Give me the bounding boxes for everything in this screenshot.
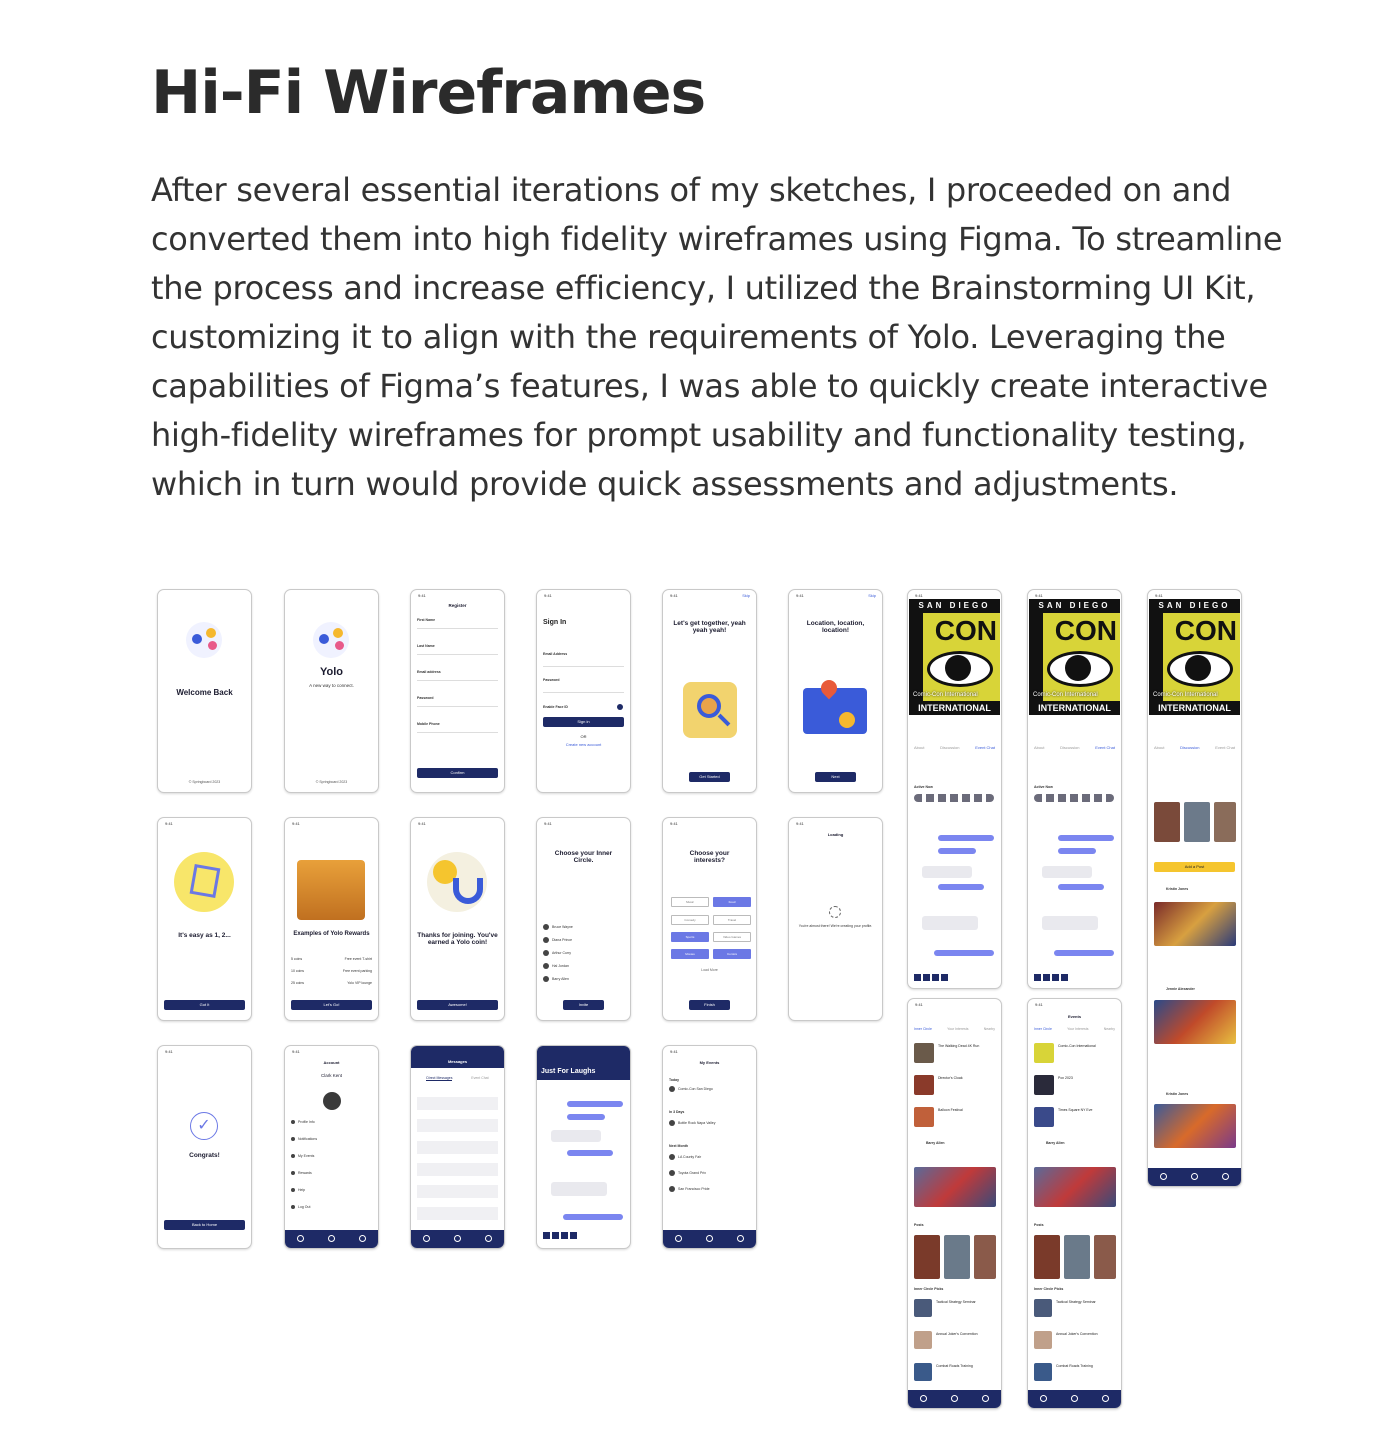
loading-text: You're almost there! We're creating your profile. (798, 924, 873, 928)
event-thumbnail[interactable] (1034, 1043, 1054, 1063)
pick-name: Annual Joker's Convention (1056, 1332, 1098, 1336)
comic-con-banner: SAN DIEGO CON Comic-Con International INTERNATIONAL (1029, 599, 1120, 715)
chat-bubble (1058, 835, 1114, 841)
event-chat-screen-2: 9:41 SAN DIEGO CON Comic-Con International INTERNATIONAL About Discussion Event Chat Active Now (1027, 589, 1122, 989)
account-menu-item[interactable]: Rewards (291, 1171, 372, 1179)
bottom-tab-bar[interactable] (663, 1230, 756, 1248)
group-chat-screen (536, 1045, 631, 1249)
interests-screen: 9:41 Choose your interests? Music Food Comedy Travel Sports Video Games Movies Comics Load More Finish (662, 817, 757, 1021)
picks-label: Inner Circle Picks (1034, 1287, 1064, 1291)
map-illustration (803, 688, 867, 734)
chat-toolbar[interactable] (1034, 974, 1070, 981)
tagline: A new way to connect. (309, 683, 354, 688)
coin-illustration (174, 852, 234, 912)
event-row[interactable]: San Francisco Pride (669, 1186, 750, 1194)
chat-bubble (938, 884, 984, 890)
messages-header: Messages (411, 1046, 504, 1068)
poster-name: Barry Allen (1046, 1141, 1065, 1145)
event-tabs[interactable]: About Discussion Event Chat (1154, 745, 1235, 750)
intro-paragraph: After several essential iterations of my sketches, I proceeded on and converted them into high fidelity wireframes using Figma. To streamline the process and increase efficiency, I utilized the Brainstorming UI Kit, customizing it to align with the requirements of Yolo. Leveraging the capabilities of Figma’s features, I was able to quickly create interactive high-fidelity wireframes for prompt usability and functionality testing, which in turn would provide quick assessments and adjustments. (151, 171, 1283, 503)
face-id-label: Enable Face ID (543, 705, 568, 709)
post-thumbnail[interactable] (1034, 1235, 1060, 1279)
messages-tabs[interactable]: Direct Messages Event Chat (426, 1076, 489, 1080)
account-menu-item[interactable]: Log Out (291, 1205, 372, 1213)
load-more-link[interactable]: Load More (701, 968, 718, 972)
active-avatars[interactable] (1034, 794, 1114, 802)
together-title: Let's get together, yeah yeah yeah! (673, 620, 746, 634)
event-name: Balloon Festival (938, 1108, 963, 1112)
add-post-button[interactable]: Add a Post (1154, 862, 1235, 872)
pick-thumbnail[interactable] (914, 1299, 932, 1317)
active-now-label: Active Now (914, 785, 933, 789)
event-row[interactable]: LA County Fair (669, 1154, 750, 1162)
chat-bubble (1042, 866, 1092, 878)
congrats-title: Congrats! (189, 1152, 220, 1159)
post-thumbnail[interactable] (1184, 802, 1210, 842)
got-it-button[interactable]: Got It (164, 1000, 245, 1010)
event-name: Director's Cloak (938, 1076, 963, 1080)
bottom-tab-bar[interactable] (1028, 1390, 1121, 1408)
thanks-screen: 9:41 Thanks for joining. You've earned a Yolo coin! Awesome! (410, 817, 505, 1021)
comic-con-banner: SAN DIEGO CON Comic-Con International INTERNATIONAL (1149, 599, 1240, 715)
yolo-splash-screen (284, 589, 379, 793)
events-tabs[interactable]: Inner Circle Your Interests Nearby (1034, 1027, 1115, 1031)
password-field[interactable] (417, 706, 498, 707)
chat-bubble (551, 1182, 607, 1196)
pick-name: Annual Joker's Convention (936, 1332, 978, 1336)
loading-title: Loading (827, 832, 844, 837)
interest-chip[interactable]: Music (671, 897, 709, 907)
bottom-tab-bar[interactable] (908, 1390, 1001, 1408)
chat-bubble (567, 1101, 623, 1107)
event-row[interactable]: Comic-Con San Diego (669, 1086, 750, 1094)
chat-bubble (938, 848, 976, 854)
event-name: Comic-Con International (1058, 1044, 1096, 1048)
signin-screen: 9:41 Sign In Email Address Password Enable Face ID Sign in OR Create new account (536, 589, 631, 793)
chat-bubble (922, 916, 978, 930)
event-discussion-screen: 9:41 SAN DIEGO CON Comic-Con International INTERNATIONAL About Discussion Event Chat Add a Post Kristin Jones Jennie Alexander Kristin Jones (1147, 589, 1242, 1187)
signin-title: Sign In (543, 619, 567, 626)
post-image[interactable] (1154, 902, 1236, 946)
welcome-title: Welcome Back (176, 688, 233, 697)
event-tabs[interactable]: About Discussion Event Chat (1034, 745, 1115, 750)
account-menu-item[interactable]: Help (291, 1188, 372, 1196)
avatar[interactable] (323, 1092, 341, 1110)
last-name-field[interactable] (417, 654, 498, 655)
messages-screen (410, 1045, 505, 1249)
my-events-screen: 9:41 My Events Today Comic-Con San Diego In 3 Days Bottle Rock Napa Valley Next Month LA County Fair Toyota Grand Prix San Francisco Pride (662, 1045, 757, 1249)
chat-toolbar[interactable] (914, 974, 950, 981)
event-chat-screen: 9:41 SAN DIEGO CON Comic-Con International INTERNATIONAL About Discussion Event Chat Active Now (907, 589, 1002, 989)
create-account-link[interactable]: Create new account (565, 742, 602, 747)
account-menu-item[interactable]: Profile Info (291, 1120, 372, 1128)
pick-name: Tactical Strategy Seminar (1056, 1300, 1096, 1304)
pick-thumbnail[interactable] (1034, 1363, 1052, 1381)
post-thumbnail[interactable] (1214, 802, 1236, 842)
loading-screen: 9:41 Loading You're almost there! We're creating your profile. (788, 817, 883, 1021)
back-home-button[interactable]: Back to Home (164, 1220, 245, 1230)
chat-bubble (567, 1114, 605, 1120)
reward-row: 5 coins Free event T-shirt (291, 957, 372, 961)
bottom-tab-bar[interactable] (411, 1230, 504, 1248)
pick-thumbnail[interactable] (914, 1363, 932, 1381)
check-icon: ✓ (190, 1112, 218, 1140)
onboarding-location-screen: 9:41 Skip Location, location, location! Next (788, 589, 883, 793)
interest-chip[interactable]: Comics (713, 949, 751, 959)
password-field[interactable] (543, 692, 624, 693)
bottom-tab-bar[interactable] (1148, 1168, 1241, 1186)
post-thumbnail[interactable] (1094, 1235, 1116, 1279)
chat-bubble (563, 1214, 623, 1220)
rewards-title: Examples of Yolo Rewards (293, 931, 370, 937)
phone-field[interactable] (417, 732, 498, 733)
interest-chip[interactable]: Sports (671, 932, 709, 942)
chat-bubble (567, 1150, 613, 1156)
active-now-label: Active Now (1034, 785, 1053, 789)
chat-bubble (1058, 884, 1104, 890)
email-field[interactable] (543, 666, 624, 667)
events-feed-screen: 9:41 Inner Circle Your Interests Nearby The Walking Dead 4K Run Director's Cloak Balloon Festival Barry Allen Posts Inner Circle Picks Tactical Strategy Seminar Annual Joker's Convention Combat Roads Training (907, 998, 1002, 1409)
phone-label: Mobile Phone (417, 722, 440, 726)
pick-name: Combat Roads Training (1056, 1364, 1093, 1368)
my-events-title: My Events (699, 1060, 720, 1065)
poster-name: Kristin Jones (1166, 1092, 1189, 1096)
email-label: Email Address (543, 652, 568, 656)
first-name-label: First Name (417, 618, 436, 622)
chat-header: Just For Laughs (537, 1046, 630, 1080)
people-illustration (313, 622, 349, 658)
event-row[interactable]: Toyota Grand Prix (669, 1170, 750, 1178)
password-label: Password (543, 678, 560, 682)
post-thumbnail[interactable] (944, 1235, 970, 1279)
interest-chip[interactable]: Movies (671, 949, 709, 959)
or-divider: OR (580, 734, 587, 739)
interest-chip[interactable]: Comedy (671, 915, 709, 925)
people-illustration (186, 622, 222, 658)
events-tabs[interactable]: Inner Circle Your Interests Nearby (914, 1027, 995, 1031)
confirm-button[interactable]: Confirm (417, 768, 498, 778)
events-screen: 9:41 Events Inner Circle Your Interests Nearby Comic-Con International Pox 2023 Times Square NY Eve Barry Allen Posts Inner Circle Picks Tactical Strategy Seminar Annual Joker's Convention Combat Roads Training (1027, 998, 1122, 1409)
spinner-icon (829, 906, 841, 918)
post-thumbnail[interactable] (1064, 1235, 1090, 1279)
finish-button[interactable]: Finish (689, 1000, 730, 1010)
congrats-screen: 9:41 ✓ Congrats! Back to Home (157, 1045, 252, 1249)
interest-chip[interactable]: Food (713, 897, 751, 907)
post-image[interactable] (1154, 1104, 1236, 1148)
event-thumbnail[interactable] (1034, 1075, 1054, 1095)
active-avatars[interactable] (914, 794, 994, 802)
rewards-screen: 9:41 Examples of Yolo Rewards 5 coins Free event T-shirt 10 coins Free event parking 25 coins Yolo VIP lounge Let's Go! (284, 817, 379, 1021)
post-image[interactable] (914, 1167, 996, 1207)
chat-bubble (938, 835, 994, 841)
interest-chip[interactable]: Travel (713, 915, 751, 925)
skip-link[interactable]: Skip (742, 593, 750, 598)
event-thumbnail[interactable] (914, 1043, 934, 1063)
chat-bubble (934, 950, 994, 956)
chat-bubble (551, 1130, 601, 1142)
email-label: Email address (417, 670, 441, 674)
post-thumbnail[interactable] (1154, 802, 1180, 842)
user-name: Clark Kent (320, 1073, 342, 1078)
event-name: Pox 2023 (1058, 1076, 1073, 1080)
poster-name: Jennie Alexander (1166, 987, 1195, 991)
magnifier-illustration (683, 682, 737, 738)
pick-name: Tactical Strategy Seminar (936, 1300, 976, 1304)
next-button[interactable]: Next (815, 772, 856, 782)
pick-thumbnail[interactable] (914, 1331, 932, 1349)
poster-name: Kristin Jones (1166, 887, 1189, 891)
app-name: Yolo (319, 666, 343, 678)
friend-row[interactable]: Diana Prince (543, 937, 624, 945)
chat-bubble (1058, 848, 1096, 854)
chat-bubble (922, 866, 972, 878)
section-label: Today (669, 1078, 680, 1082)
coins-stack-illustration (297, 860, 365, 920)
signin-button[interactable]: Sign in (543, 717, 624, 727)
interests-title: Choose your interests? (689, 850, 730, 864)
friend-row[interactable]: Barry Allen (543, 976, 624, 984)
magnet-coin-illustration (427, 852, 487, 912)
section-label: Next Month (669, 1144, 689, 1148)
poster-name: Barry Allen (926, 1141, 945, 1145)
face-id-toggle[interactable] (617, 704, 623, 710)
events-title: Events (1067, 1014, 1082, 1019)
comic-con-banner: SAN DIEGO CON Comic-Con International INTERNATIONAL (909, 599, 1000, 715)
location-title: Location, location, location! (806, 620, 865, 634)
friend-row[interactable]: Bruce Wayne (543, 924, 624, 932)
event-row[interactable]: Bottle Rock Napa Valley (669, 1120, 750, 1128)
account-screen: 9:41 Account Clark Kent Profile Info Notifications My Events Rewards Help Log Out (284, 1045, 379, 1249)
message-list[interactable] (417, 1094, 498, 1224)
page-title: Hi-Fi Wireframes (151, 58, 706, 128)
event-thumbnail[interactable] (914, 1075, 934, 1095)
interest-chip[interactable]: Video Games (713, 932, 751, 942)
posts-label: Posts (914, 1223, 924, 1227)
easy-screen: 9:41 It's easy as 1, 2... Got It (157, 817, 252, 1021)
account-title: Account (323, 1060, 340, 1065)
event-tabs[interactable]: About Discussion Event Chat (914, 745, 995, 750)
first-name-field[interactable] (417, 628, 498, 629)
pick-thumbnail[interactable] (1034, 1299, 1052, 1317)
event-thumbnail[interactable] (914, 1107, 934, 1127)
section-label: In 3 Days (669, 1110, 685, 1114)
welcome-screen (157, 589, 252, 793)
chat-bubble (1042, 916, 1098, 930)
account-menu-item[interactable]: Notifications (291, 1137, 372, 1145)
footer-text: © Springboard 2023 (188, 780, 221, 784)
event-name: Times Square NY Eve (1058, 1108, 1093, 1112)
event-name: The Walking Dead 4K Run (938, 1044, 980, 1048)
pick-thumbnail[interactable] (1034, 1331, 1052, 1349)
post-thumbnail[interactable] (914, 1235, 940, 1279)
footer-text: © Springboard 2023 (315, 780, 348, 784)
circle-title: Choose your Inner Circle. (554, 850, 613, 864)
event-thumbnail[interactable] (1034, 1107, 1054, 1127)
reward-row: 10 coins Free event parking (291, 969, 372, 973)
onboarding-together-screen: 9:41 Skip Let's get together, yeah yeah yeah! Get Started (662, 589, 757, 793)
post-image[interactable] (1154, 1000, 1236, 1044)
register-title: Register (448, 603, 467, 608)
friend-row[interactable]: Arthur Curry (543, 950, 624, 958)
awesome-button[interactable]: Awesome! (417, 1000, 498, 1010)
chat-toolbar[interactable] (543, 1232, 579, 1239)
picks-label: Inner Circle Picks (914, 1287, 944, 1291)
chat-bubble (1054, 950, 1114, 956)
reward-row: 25 coins Yolo VIP lounge (291, 981, 372, 985)
thanks-title: Thanks for joining. You've earned a Yolo coin! (417, 932, 498, 946)
inner-circle-screen: 9:41 Choose your Inner Circle. Bruce Wayne Diana Prince Arthur Curry Hal Jordan Barry Allen Invite (536, 817, 631, 1021)
get-started-button[interactable]: Get Started (689, 772, 730, 782)
lets-go-button[interactable]: Let's Go! (291, 1000, 372, 1010)
skip-link[interactable]: Skip (868, 593, 876, 598)
post-image[interactable] (1034, 1167, 1116, 1207)
account-menu-item[interactable]: My Events (291, 1154, 372, 1162)
bottom-tab-bar[interactable] (285, 1230, 378, 1248)
invite-button[interactable]: Invite (563, 1000, 604, 1010)
post-thumbnail[interactable] (974, 1235, 996, 1279)
posts-label: Posts (1034, 1223, 1044, 1227)
easy-title: It's easy as 1, 2... (178, 932, 231, 939)
register-screen: 9:41 Register First Name Last Name Email address Password Mobile Phone Confirm (410, 589, 505, 793)
password-label: Password (417, 696, 434, 700)
pick-name: Combat Roads Training (936, 1364, 973, 1368)
friend-row[interactable]: Hal Jordan (543, 963, 624, 971)
email-field[interactable] (417, 680, 498, 681)
last-name-label: Last Name (417, 644, 435, 648)
